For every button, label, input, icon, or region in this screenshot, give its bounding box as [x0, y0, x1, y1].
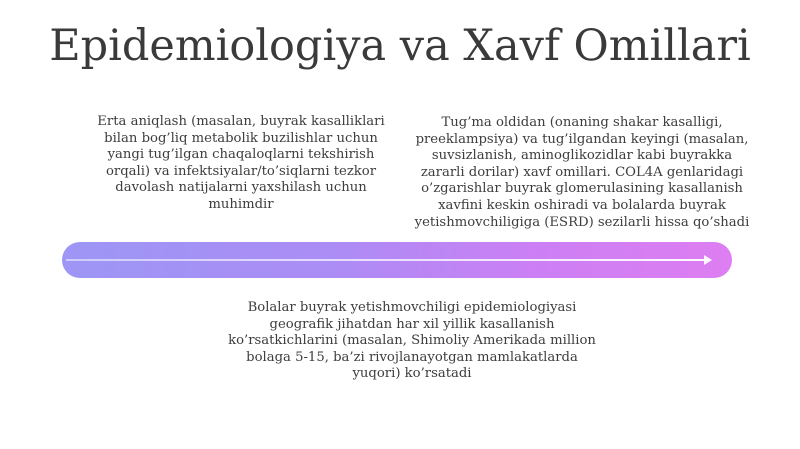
- callout-risk-factors: Tug’ma oldidan (onaning shakar kasalligi, preeklampsiya) va tug’ilgandan keyingi (masalan, suvsizlanish, aminoglikozidlar kabi buyrakka zararli dorilar) xavf omillari. COL4A genlaridagi o’zgarishlar buyrak glomerulasining kasallanish xavfini keskin oshiradi va bolalarda buyrak yetishmovchiligiga (ESRD) sezilarli hissa qo’shadi: [414, 115, 750, 230]
- timeline-line: [66, 259, 706, 261]
- slide-title: Epidemiologiya va Xavf Omillari: [49, 21, 751, 71]
- callout-epidemiology: Bolalar buyrak yetishmovchiligi epidemiologiyasi geografik jihatdan har xil yillik kasallanish ko’rsatkichlarini (masalan, Shimoliy Amerikada million bolaga 5-15, ba’zi rivojlanayotgan mamlakatlarda yuqori) ko’rsatadi: [228, 300, 596, 382]
- timeline-arrow-icon: [704, 255, 712, 265]
- callout-early-detection: Erta aniqlash (masalan, buyrak kasalliklari bilan bog’liq metabolik buzilishlar uchun yangi tug’ilgan chaqaloqlarni tekshirish orqali) va infektsiyalar/to’siqlarni tezkor davolash natijalarni yaxshilash uchun muhimdir: [97, 114, 385, 212]
